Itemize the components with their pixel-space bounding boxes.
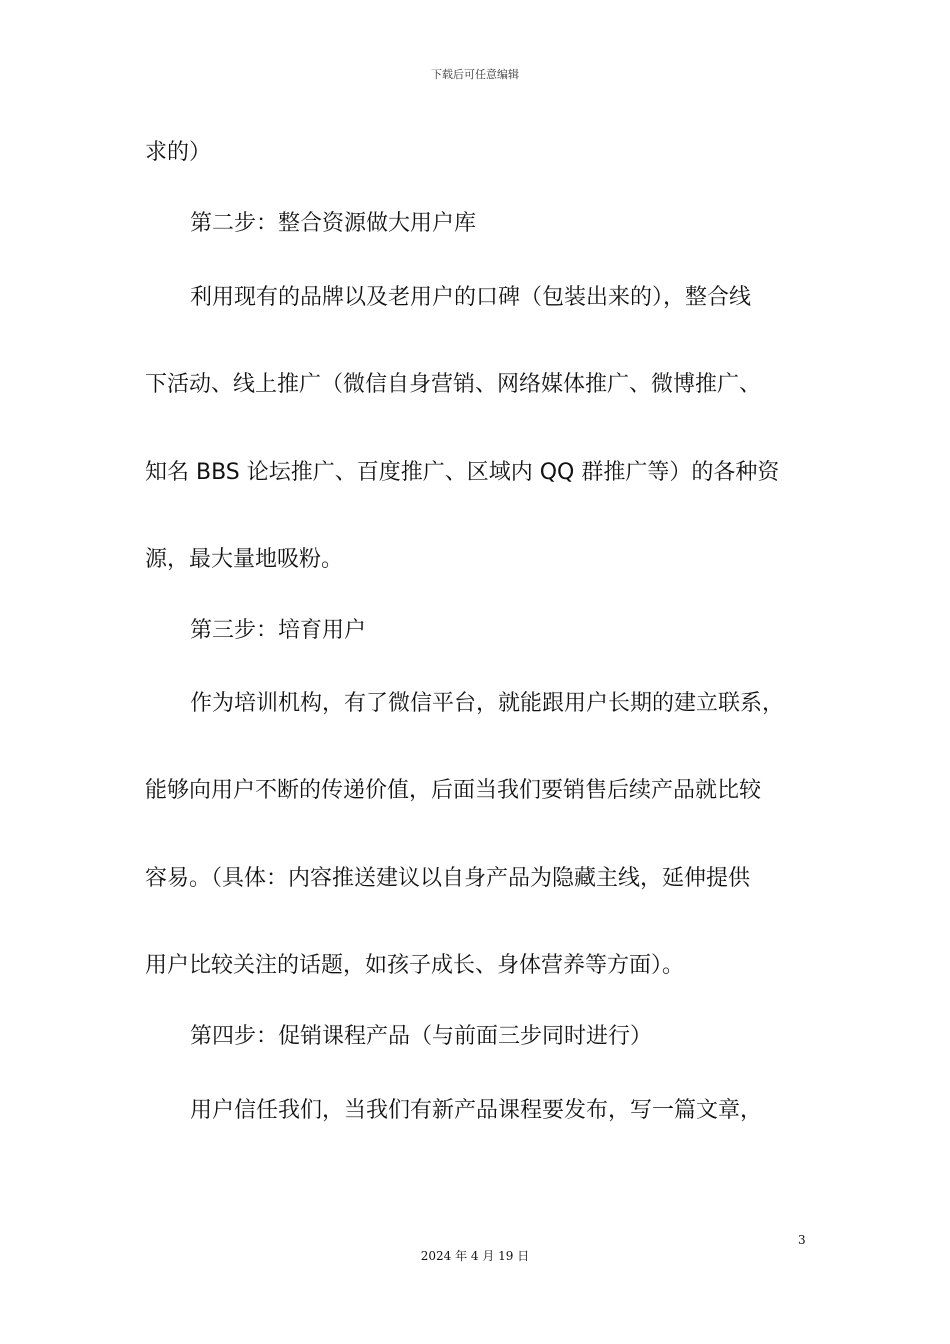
text-line: 利用现有的品牌以及老用户的口碑（包装出来的），整合线 (190, 285, 752, 310)
footer-date: 2024 年 4 月 19 日 (420, 1249, 530, 1263)
step-heading: 第三步：培育用户 (190, 618, 367, 643)
text-line: 用户比较关注的话题，如孩子成长、身体营养等方面）。 (145, 953, 685, 978)
page-number: 3 (798, 1233, 806, 1247)
text-line: 能够向用户不断的传递价值，后面当我们要销售后续产品就比较 (145, 778, 762, 803)
text-line: 作为培训机构，有了微信平台，就能跟用户长期的建立联系， (190, 691, 785, 716)
step-heading: 第二步：整合资源做大用户库 (190, 211, 477, 236)
text-line: 源，最大量地吸粉。 (145, 547, 344, 572)
text-line: 下活动、线上推广（微信自身营销、网络媒体推广、微博推广、 (145, 372, 762, 397)
text-line: 知名 BBS 论坛推广、百度推广、区域内 QQ 群推广等）的各种资 (145, 460, 780, 485)
text-line: 容易。（具体：内容推送建议以自身产品为隐藏主线，延伸提供 (145, 866, 751, 891)
step-heading: 第四步：促销课程产品（与前面三步同时进行） (190, 1024, 653, 1049)
text-line: 用户信任我们，当我们有新产品课程要发布，写一篇文章， (190, 1098, 763, 1123)
text-line: 求的） (145, 140, 212, 165)
page-header: 下载后可任意编辑 (431, 68, 519, 81)
